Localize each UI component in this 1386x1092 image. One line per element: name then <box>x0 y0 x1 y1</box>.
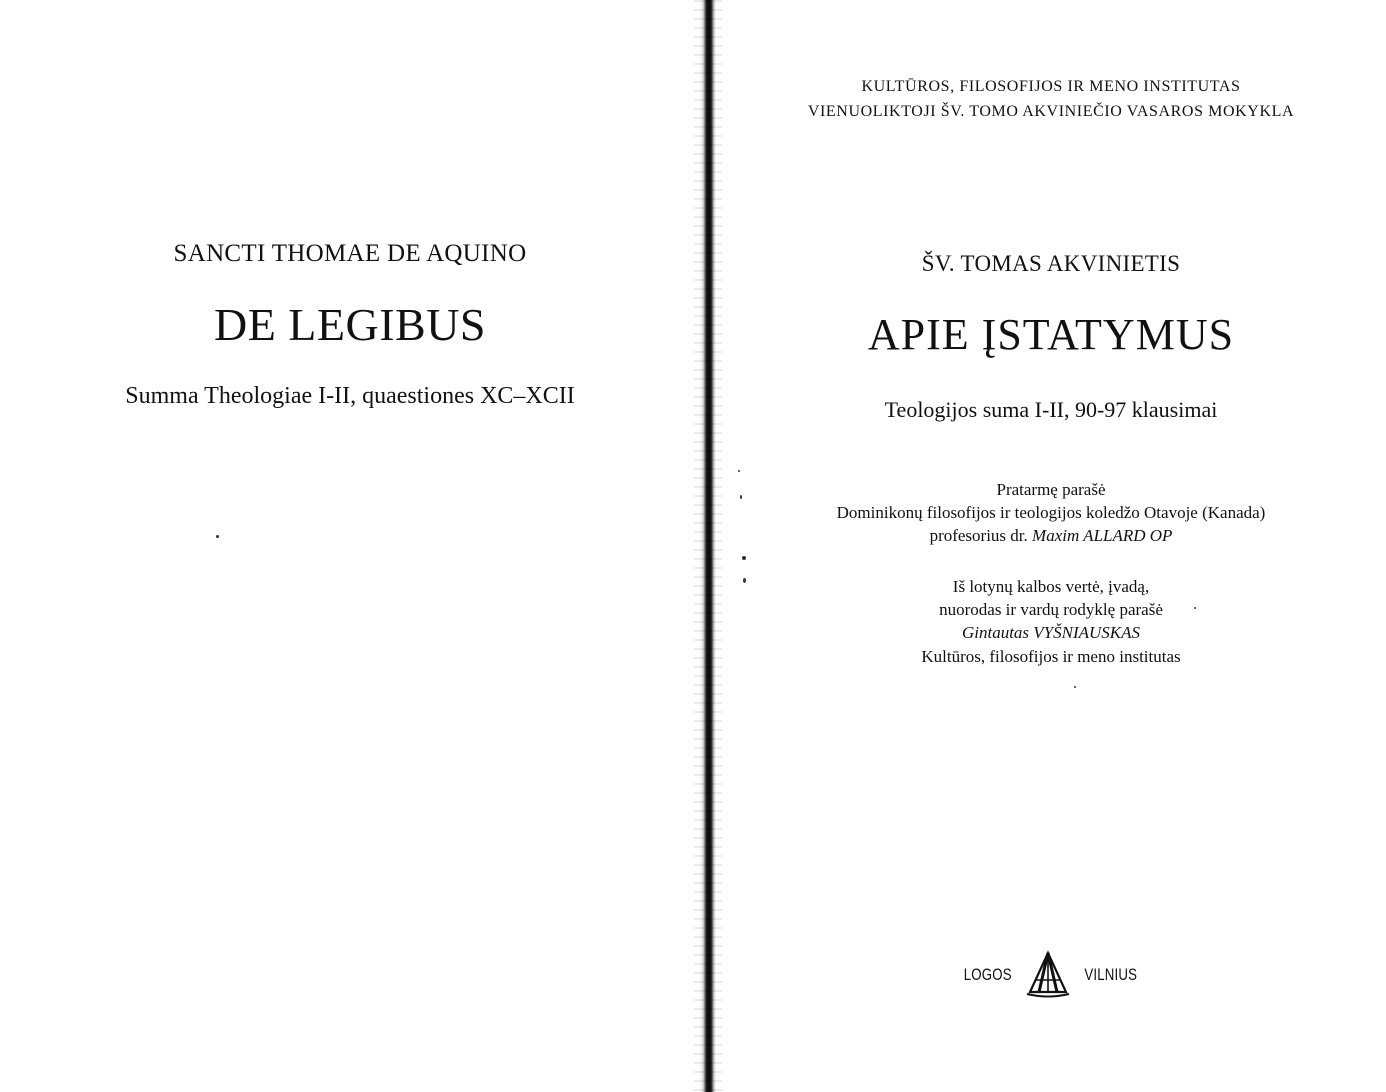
scan-speck <box>742 556 746 560</box>
scan-speck <box>1074 686 1076 688</box>
publisher-imprint <box>716 950 1386 1000</box>
publisher-name-right: VILNIUS <box>1084 965 1138 984</box>
lithuanian-author: ŠV. TOMAS AKVINIETIS <box>921 251 1181 276</box>
scan-speck <box>1194 607 1196 609</box>
publisher-name-left: LOGOS <box>964 965 1013 984</box>
latin-title: DE LEGIBUS <box>213 299 487 350</box>
preface-name: Maxim ALLARD OP <box>1032 526 1173 545</box>
scan-speck <box>738 470 740 472</box>
translation-line-2: nuorodas ir vardų rodyklę parašė <box>939 600 1163 619</box>
translator-name: Gintautas VYŠNIAUSKAS <box>961 623 1141 642</box>
preface-author <box>716 526 1386 546</box>
logos-triangle-logo-icon <box>1025 950 1071 1000</box>
latin-subtitle: Summa Theologiae I-II, quaestiones XC–XCII <box>125 383 575 409</box>
translation-line-1: Iš lotynų kalbos vertė, įvadą, <box>952 577 1150 596</box>
right-page <box>716 0 1386 1092</box>
preface-label: Pratarmę parašė <box>996 480 1106 499</box>
book-binding-gutter <box>700 0 716 1092</box>
scan-speck <box>740 495 742 499</box>
latin-author: SANCTI THOMAE DE AQUINO <box>173 240 527 267</box>
scan-speck <box>743 578 746 583</box>
scan-speck <box>216 535 219 538</box>
institute-line-2: VIENUOLIKTOJI ŠV. TOMO AKVINIEČIO VASAROS MOKYKLA <box>807 103 1295 120</box>
lithuanian-title: APIE ĮSTATYMUS <box>867 310 1235 359</box>
preface-affiliation: Dominikonų filosofijos ir teologijos koledžo Otavoje (Kanada) <box>836 503 1266 522</box>
preface-prefix: profesorius dr. <box>929 526 1033 545</box>
translator-affiliation: Kultūros, filosofijos ir meno institutas <box>921 647 1181 666</box>
lithuanian-subtitle: Teologijos suma I-II, 90-97 klausimai <box>884 397 1218 422</box>
institute-line-1: KULTŪROS, FILOSOFIJOS IR MENO INSTITUTAS <box>861 78 1241 95</box>
